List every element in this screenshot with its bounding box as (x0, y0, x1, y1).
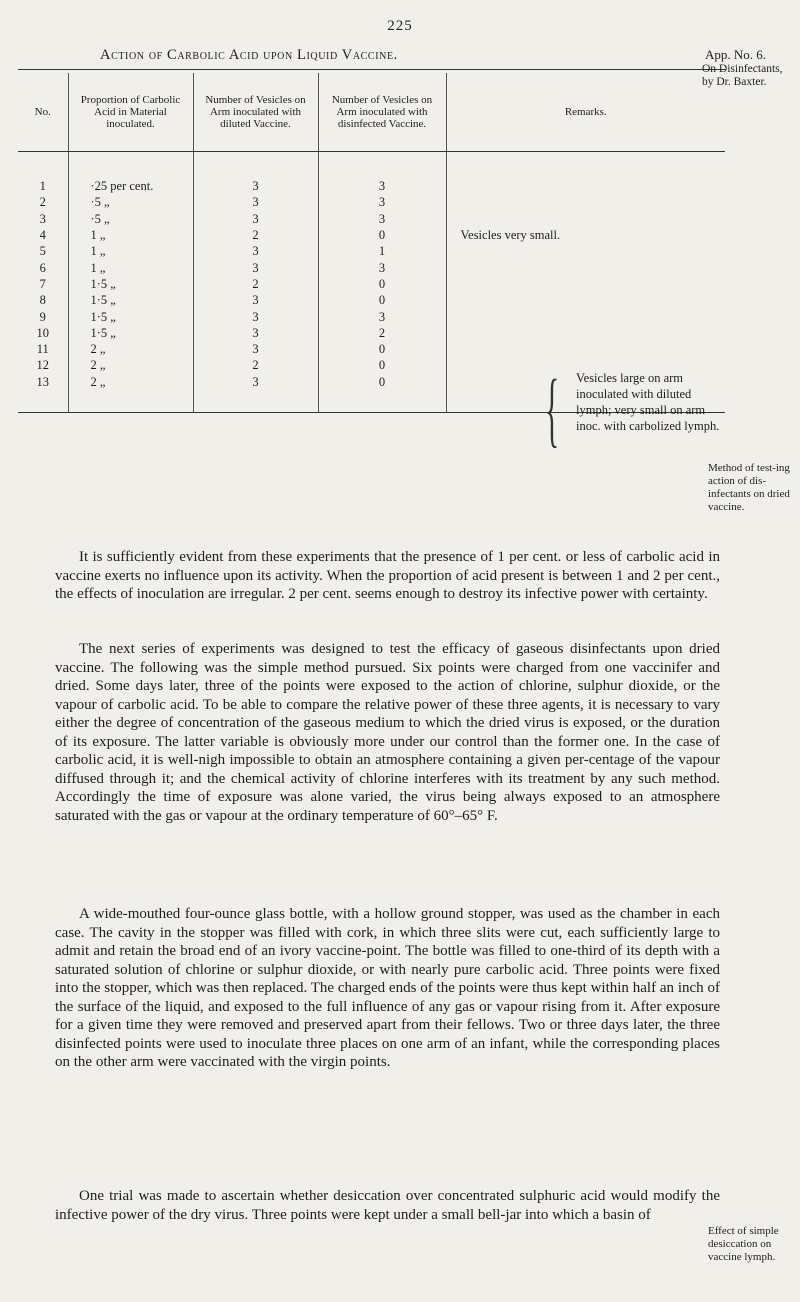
table-header-row (18, 73, 725, 152)
cell-no: 12 (36, 358, 49, 373)
cell-proportion: 1·5 „ (68, 292, 193, 308)
cell-disinfected: 0 (318, 276, 446, 292)
cell-no: 1 (39, 179, 46, 194)
cell-proportion: 1 „ (68, 259, 193, 275)
table-row (18, 292, 725, 308)
cell-disinfected: 0 (318, 227, 446, 243)
cell-remarks (446, 325, 725, 341)
cell-disinfected: 3 (318, 152, 446, 195)
cell-diluted: 3 (193, 211, 318, 227)
cell-remarks (446, 152, 725, 195)
cell-no: 6 (39, 260, 46, 275)
cell-remarks: Vesicles very small. (446, 227, 725, 243)
cell-diluted: 3 (193, 308, 318, 324)
page-number: 225 (387, 18, 413, 34)
cell-no: 8 (39, 293, 46, 308)
cell-diluted: 2 (193, 227, 318, 243)
header-no: No. (18, 73, 68, 152)
table-row (18, 259, 725, 275)
cell-no: 2 (39, 195, 46, 210)
cell-remarks (446, 194, 725, 210)
cell-diluted: 3 (193, 325, 318, 341)
paragraph-conclusion (55, 548, 720, 604)
cell-remarks (446, 243, 725, 259)
cell-no: 7 (39, 276, 46, 291)
cell-remarks (446, 259, 725, 275)
header-proportion: Proportion of Carbolic Acid in Material inoculated. (68, 73, 193, 152)
brace: { (545, 363, 560, 456)
cell-proportion: 2 „ (68, 341, 193, 357)
cell-proportion: 2 „ (68, 374, 193, 413)
cell-diluted: 3 (193, 259, 318, 275)
cell-diluted: 3 (193, 374, 318, 413)
cell-disinfected: 0 (318, 374, 446, 413)
table-row (18, 341, 725, 357)
cell-diluted: 3 (193, 194, 318, 210)
cell-disinfected: 3 (318, 308, 446, 324)
side-note-disinfectants: On Disinfectants, by Dr. Baxter. (702, 63, 783, 88)
cell-diluted: 2 (193, 276, 318, 292)
cell-proportion: ·5 „ (68, 211, 193, 227)
cell-disinfected: 1 (318, 243, 446, 259)
cell-diluted: 2 (193, 357, 318, 373)
cell-proportion: 1·5 „ (68, 325, 193, 341)
appendix-number: App. No. 6. (704, 47, 766, 62)
cell-no: 10 (36, 325, 49, 340)
top-rule (18, 69, 725, 70)
cell-proportion: ·5 „ (68, 194, 193, 210)
cell-diluted: 3 (193, 152, 318, 195)
table-row (18, 308, 725, 324)
cell-proportion: 1·5 „ (68, 276, 193, 292)
cell-disinfected: 0 (318, 357, 446, 373)
table-row (18, 194, 725, 210)
cell-proportion: 1·5 „ (68, 308, 193, 324)
header-remarks: Remarks. (446, 73, 725, 152)
cell-proportion: 1 „ (68, 227, 193, 243)
group-remark: Vesicles large on arm inoculated with diluted lymph; very small on arm inoc. with carbolized lymph. (576, 371, 720, 433)
paragraph-text: It is sufficiently evident from these experiments that the presence of 1 per cent. or less of carbolic acid in vaccine exerts no influence upon its activity. When the proportion of acid present is between 1 and 2 per cent., the effects of inoculation are irregular. 2 per cent. seems enough to destroy its infective power with certainty. (55, 549, 720, 602)
cell-disinfected: 3 (318, 211, 446, 227)
header-diluted: Number of Vesicles on Arm inoculated with diluted Vaccine. (193, 73, 318, 152)
table-row (18, 243, 725, 259)
table-row (18, 276, 725, 292)
cell-disinfected: 2 (318, 325, 446, 341)
cell-diluted: 3 (193, 341, 318, 357)
paragraph-desiccation (55, 1187, 720, 1224)
cell-disinfected: 3 (318, 194, 446, 210)
paragraph-text: One trial was made to ascertain whether desiccation over concentrated sulphuric acid would modify the infective power of the dry virus. Three points were kept under a small bell-jar into which a basin of (55, 1188, 720, 1223)
cell-remarks (446, 341, 725, 357)
paragraph-method (55, 640, 720, 825)
cell-remarks (446, 308, 725, 324)
header-disinfected: Number of Vesicles on Arm inoculated with disinfected Vaccine. (318, 73, 446, 152)
side-note-method: Method of test-ing action of dis-infectants on dried vaccine. (708, 462, 790, 513)
side-note-effect: Effect of simple desiccation on vaccine lymph. (708, 1225, 779, 1263)
cell-disinfected: 0 (318, 341, 446, 357)
cell-no: 13 (18, 374, 68, 413)
cell-disinfected: 0 (318, 292, 446, 308)
cell-diluted: 3 (193, 243, 318, 259)
table-row (18, 325, 725, 341)
results-table (18, 73, 725, 413)
paragraph-text: A wide-mouthed four-ounce glass bottle, with a hollow ground stopper, was used as the chamber in each case. The cavity in the stopper was filled with cork, in which three slits were cut, each sufficiently large to admit and retain the broad end of an ivory vaccine-point. The bottle was filled to one-third of its depth with a saturated solution of chlorine or sulphur dioxide, or with nearly pure carbolic acid. Three points were fixed into the stopper, which was then replaced. The charged ends of the points were thus kept within half an inch of the surface of the liquid, and exposed to the full influence of any gas or vapour rising from it. After exposure for a given time they were removed and preserved apart from their fellows. Two or three days later, the three disinfected points were used to inoculate three places on one arm of an infant, while the corresponding places on the other arm were vaccinated with the virgin points. (55, 906, 720, 1070)
cell-proportion: ·25 per cent. (68, 152, 193, 195)
cell-disinfected: 3 (318, 259, 446, 275)
cell-proportion: 1 „ (68, 243, 193, 259)
cell-diluted: 3 (193, 292, 318, 308)
cell-no: 3 (39, 211, 46, 226)
cell-no: 9 (39, 309, 46, 324)
cell-no: 11 (36, 342, 49, 357)
paragraph-text: The next series of experiments was designed to test the efficacy of gaseous disinfectants upon dried vaccine. The following was the simple method pursued. Six points were charged from one vaccinifer and dried. Some days later, three of the points were exposed to the action of chlorine, sulphur dioxide, or the vapour of carbolic acid. To be able to compare the relative power of these three agents, it is necessary to vary either the degree of concentration of the gaseous medium to which the dried virus is exposed, or the duration of its exposure. The latter variable is obviously more under our control than the former one. In the case of carbolic acid, it is well-nigh impossible to obtain an atmosphere containing a given per-centage of the vapour diffused through it; and the chemical activity of chlorine interferes with its treatment by any such method. Accordingly the time of exposure was alone varied, the virus being always exposed to an atmosphere saturated with the gas or vapour at the ordinary temperature of 60°–65° F. (55, 641, 720, 824)
table-row (18, 152, 725, 195)
cell-remarks (446, 276, 725, 292)
table-row (18, 211, 725, 227)
cell-remarks (446, 292, 725, 308)
paragraph-apparatus (55, 905, 720, 1072)
cell-no: 4 (39, 228, 46, 243)
cell-proportion: 2 „ (68, 357, 193, 373)
running-title: Action of Carbolic Acid upon Liquid Vaccine. (100, 47, 398, 63)
cell-no: 5 (39, 244, 46, 259)
cell-remarks (446, 211, 725, 227)
table-row (18, 227, 725, 243)
